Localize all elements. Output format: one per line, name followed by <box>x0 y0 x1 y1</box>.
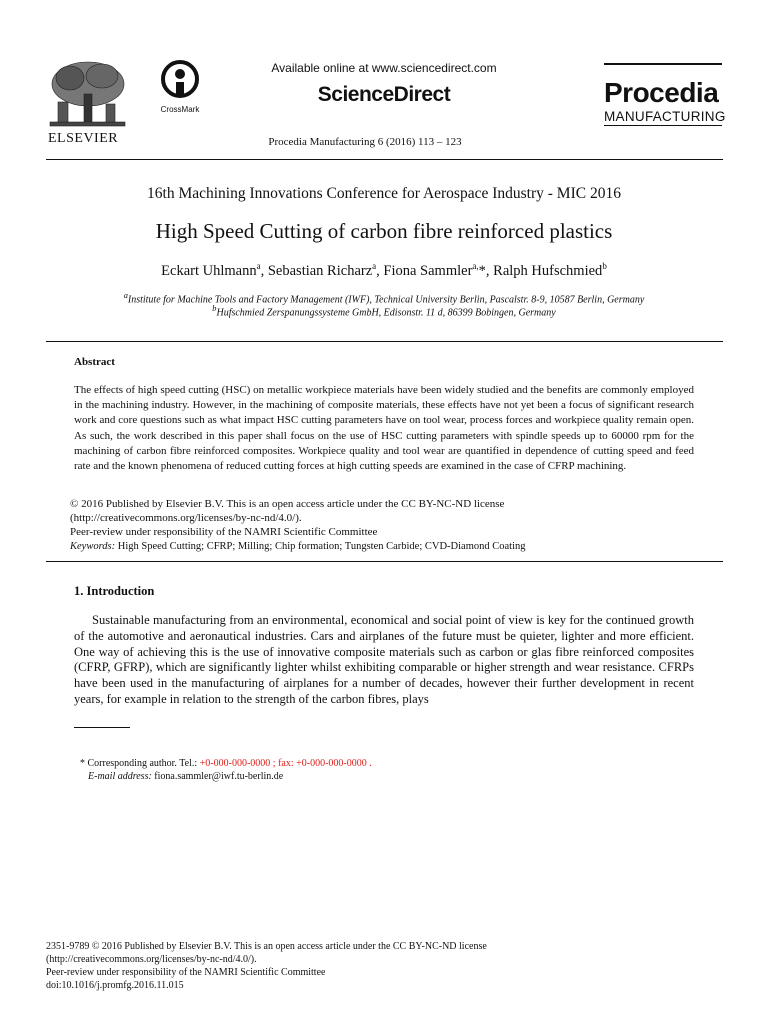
license-block <box>70 497 710 539</box>
abstract-top-rule <box>46 341 723 342</box>
email-label: E-mail address: <box>88 771 152 782</box>
author-affiliation-marker: a, <box>472 261 479 271</box>
abstract-bottom-rule <box>46 561 723 562</box>
journal-citation: Procedia Manufacturing 6 (2016) 113 – 123 <box>268 136 462 148</box>
author-affiliation-marker: a <box>256 261 261 271</box>
author-list: Eckart Uhlmann$^a$, Sebastian Richarz$^a$, Fiona Sammler$^{a,}$*, Ralph Hufschmied$^b$ <box>161 261 607 279</box>
keywords <box>70 541 710 552</box>
footnote-marker: * Corresponding author. Tel.: <box>80 758 200 769</box>
procedia-subtitle: MANUFACTURING <box>604 109 726 124</box>
conference-name: 16th Machining Innovations Conference for Aerospace Industry - MIC 2016 <box>147 185 621 202</box>
sciencedirect-logo: ScienceDirect <box>317 83 451 106</box>
introduction-text: Sustainable manufacturing from an environmental, economical and social point of view is key for the continued growth of the automotive and aeronautical industries. Cars and airplanes of the future must be quieter, lighter and more efficient. One way of achieving this is the use of innovative composite materials such as carbon or glas fibre reinforced composites (CFRP, GFRP), which are significantly lighter whilst exhibiting comparable or higher strength and wear resistance. CFRPs have been used in the manufacturing of airplanes for a number of decades, however their further development in recent years, for example in relation to the strength of the carbon fibres, plays <box>74 613 694 706</box>
author-name: Sebastian Richarz <box>267 262 373 279</box>
author-name: Ralph Hufschmied <box>493 262 603 279</box>
footnote-phone: +0-000-000-0000 ; fax: +0-000-000-0000 . <box>199 758 372 769</box>
procedia-mid-rule <box>604 125 722 126</box>
author-affiliation-marker: a <box>372 261 377 271</box>
publisher-name: ELSEVIER <box>48 131 119 146</box>
footnote <box>80 757 372 783</box>
keywords-text: High Speed Cutting; CFRP; Milling; Chip formation; Tungsten Carbide; CVD-Diamond Coating <box>115 541 526 552</box>
available-online-line: Available online at www.sciencedirect.com <box>271 61 497 75</box>
header-divider <box>46 159 723 160</box>
affiliation-b-marker: b <box>212 304 217 313</box>
license-line: © 2016 Published by Elsevier B.V. This is an open access article under the CC BY-NC-ND license <box>70 498 505 510</box>
corresponding-marker: * <box>478 262 486 279</box>
peer-review-line: Peer-review under responsibility of the NAMRI Scientific Committee <box>70 526 378 538</box>
license-link[interactable]: (http://creativecommons.org/licenses/by-nc-nd/4.0/). <box>70 512 302 524</box>
crossmark-label: CrossMark <box>160 105 200 114</box>
author-affiliation-marker: b <box>602 261 607 271</box>
peer-review-note: Peer-review under responsibility of the NAMRI Scientific Committee <box>46 967 326 978</box>
issn-line: 2351-9789 © 2016 Published by Elsevier B.V. This is an open access article under the CC BY-NC-ND license <box>46 941 487 952</box>
abstract-text: The effects of high speed cutting (HSC) on metallic workpiece materials have been widely studied and the benefits are commonly employed in the machining industry. However, in the machining of composite materials, these effects have not yet been a focus of significant research work and core questions such as what impact HSC cutting parameters have on tool wear, process forces and workpiece quality remain open. As such, the work described in this paper shall focus on the use of HSC cutting parameters with spindle speeds up to 60000 rpm for the machining of carbon fibre reinforced composites. Workpiece quality and tool wear are quantified in dependence of cutting speed and feed rate and the known phenomena of reduced cutting forces at high cutting speeds are examined in the case of CFRP machining. <box>74 384 694 473</box>
author-name: Eckart Uhlmann <box>161 262 257 279</box>
affiliation-a-marker: a <box>123 291 128 300</box>
keywords-label: Keywords: <box>70 541 116 552</box>
author-name: Fiona Sammler <box>383 262 473 279</box>
doi[interactable]: doi:10.1016/j.promfg.2016.11.015 <box>46 980 184 991</box>
procedia-logo: Procedia <box>604 77 719 108</box>
license-url[interactable]: (http://creativecommons.org/licenses/by-nc-nd/4.0/). <box>46 954 257 965</box>
affiliation-a-text: Institute for Machine Tools and Factory Management (IWF), Technical University Berlin, Pascalstr. 8-9, 10587 Berlin, Germany <box>127 294 645 306</box>
procedia-top-rule <box>604 63 722 65</box>
section-heading: 1. Introduction <box>74 584 155 598</box>
footnote-rule <box>74 727 130 728</box>
paper-title: High Speed Cutting of carbon fibre reinforced plastics <box>155 219 613 243</box>
email-address[interactable]: fiona.sammler@iwf.tu-berlin.de <box>151 771 284 782</box>
affiliation-b <box>0 304 768 318</box>
bottom-publication-info <box>46 940 487 992</box>
abstract-heading: Abstract <box>74 356 115 368</box>
affiliation-b-text: Hufschmied Zerspanungssysteme GmbH, Edisonstr. 11 d, 86399 Bobingen, Germany <box>216 307 556 319</box>
